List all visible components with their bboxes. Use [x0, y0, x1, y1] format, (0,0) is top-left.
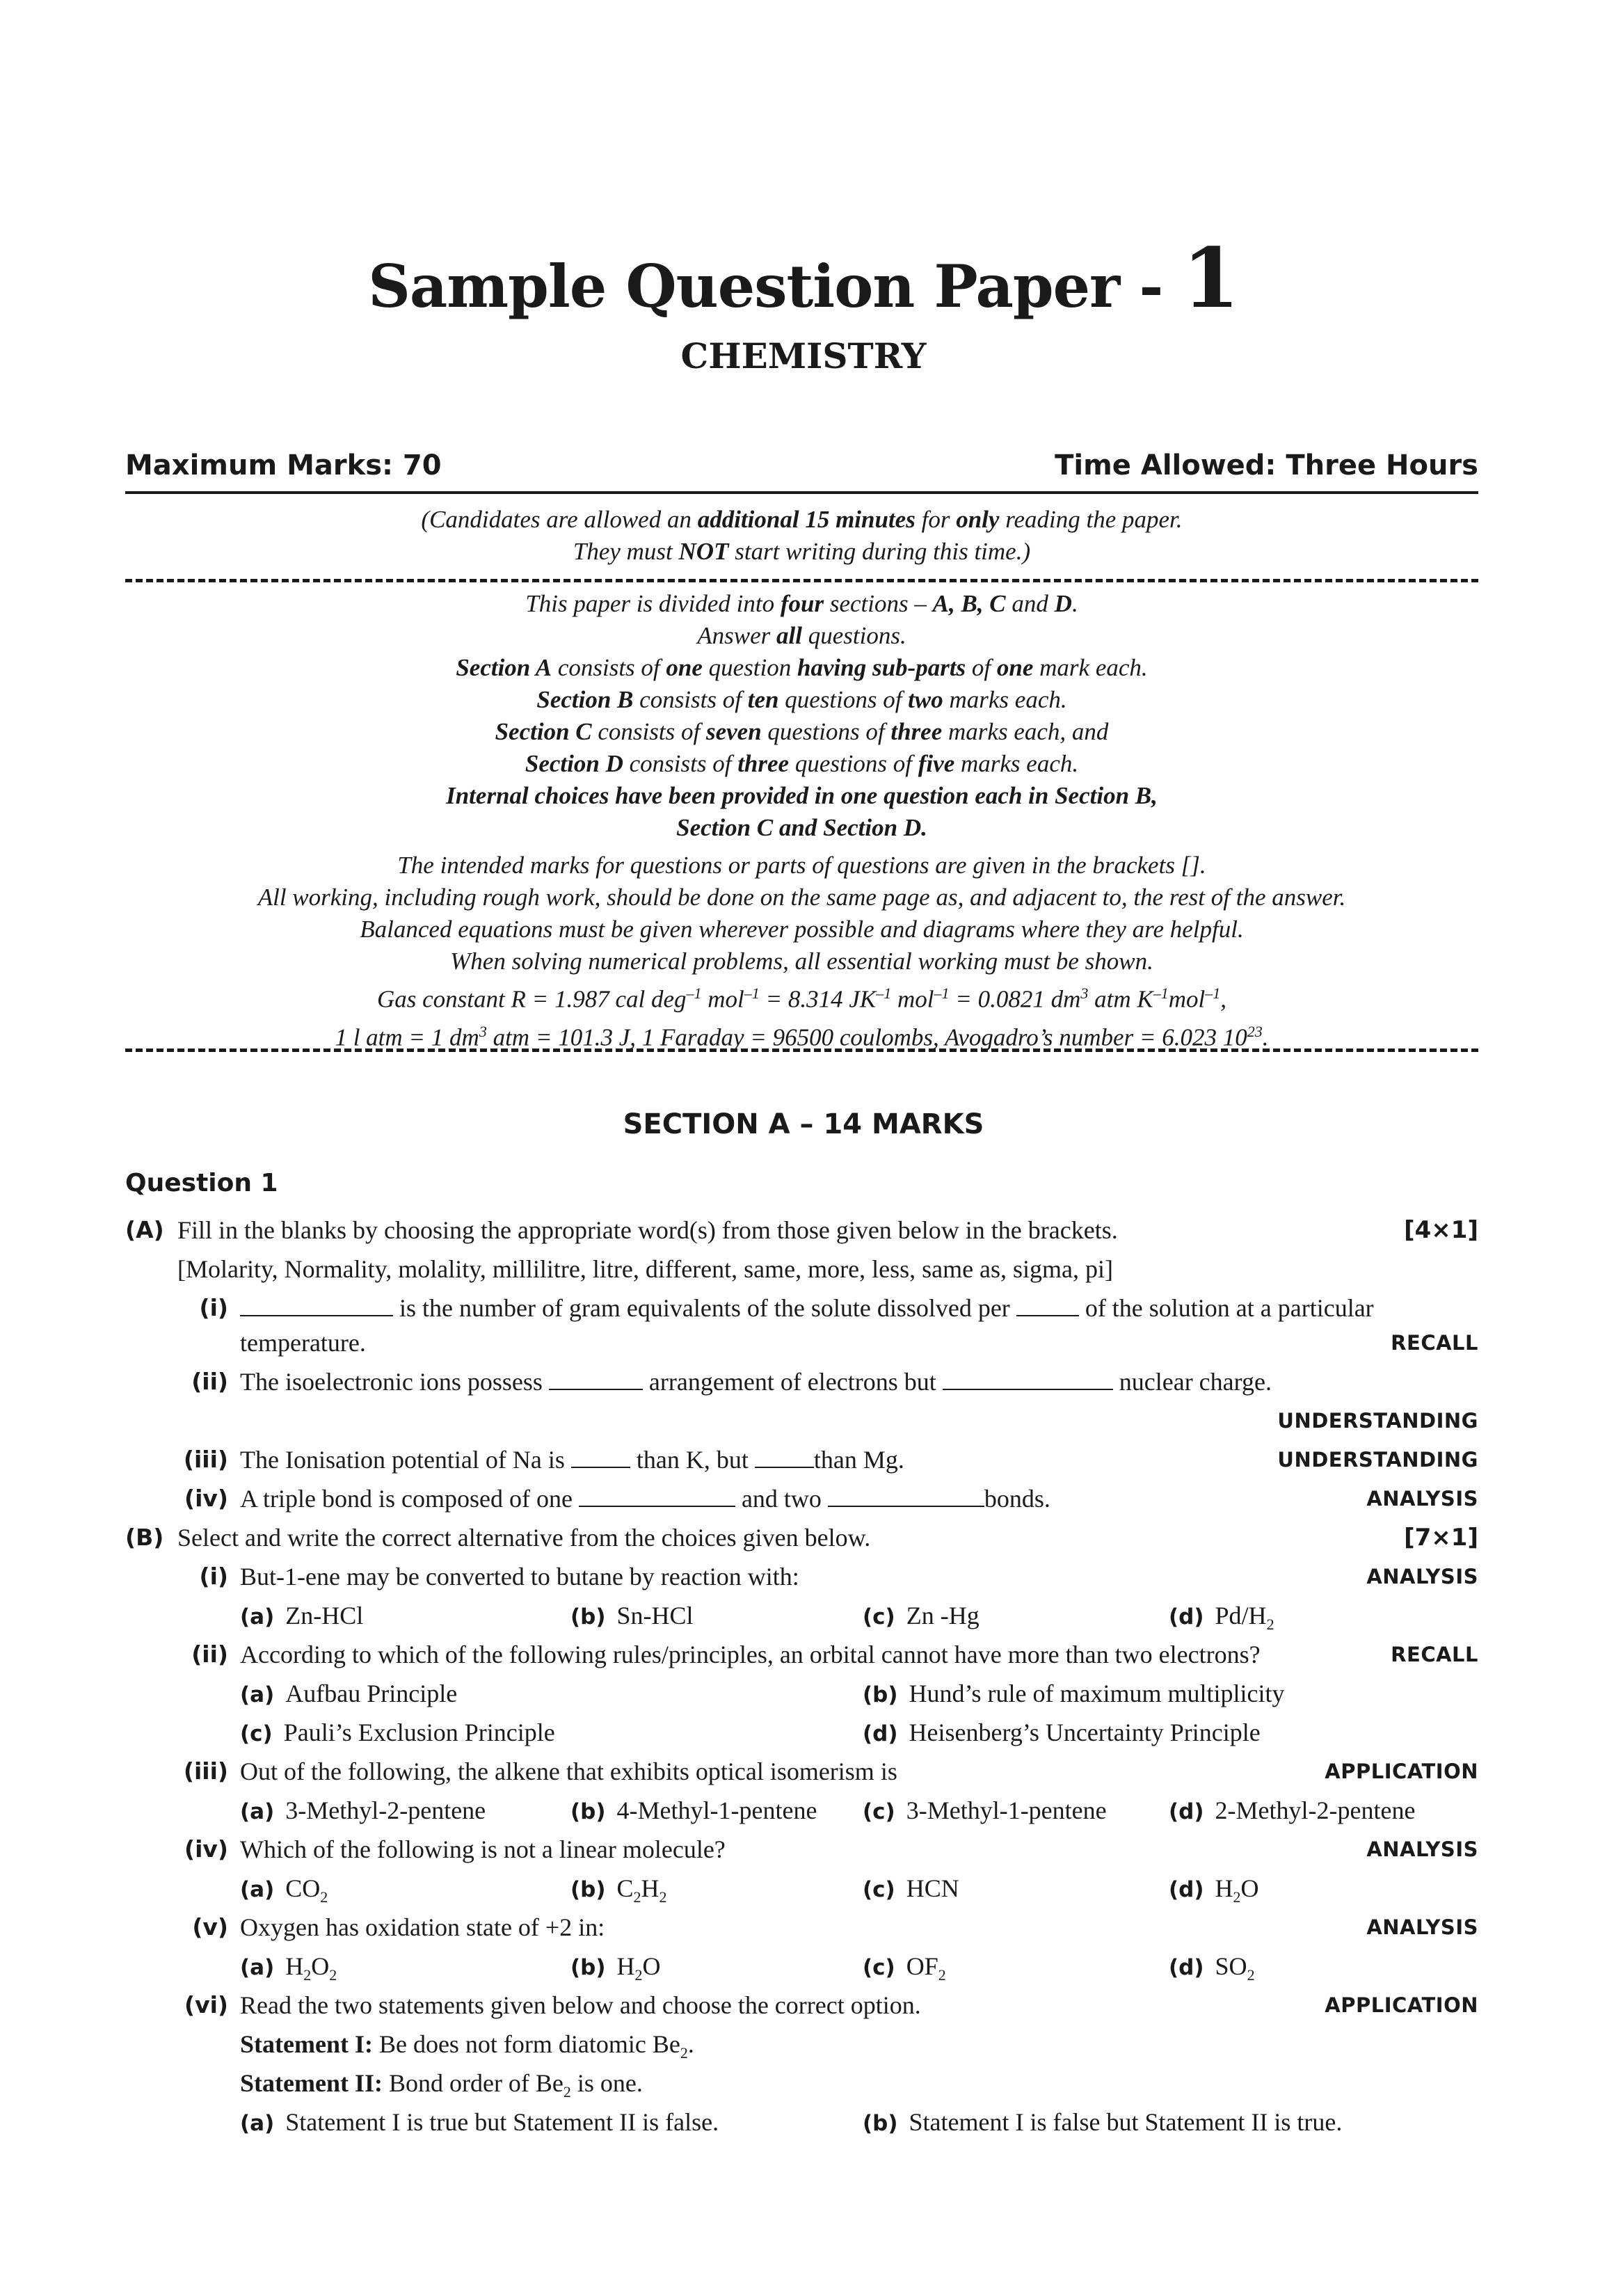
title-number: 1: [1182, 230, 1239, 326]
reading-note: (Candidates are allowed an additional 15 minutes for only reading the paper. They must NOT start writing during this time.): [421, 506, 1183, 565]
constants-line: 1 l atm = 1 $dm^3$ atm = 101.3 J, 1 Faraday = 96500 coulombs, Avogadro’s number = 6.023 $10^{23}$.: [335, 1022, 1269, 1051]
mcq-3-options: [125, 1791, 1478, 1830]
cognitive-tag: UNDERSTANDING: [1277, 1448, 1478, 1472]
cognitive-tag: ANALYSIS: [1366, 1487, 1478, 1510]
general-instructions: This paper is divided into four sections – A, B, C and D. Answer all questions. Section A consists of one question having sub-parts of one mark each. Section B consists of ten questions of two marks each. Section C consists of seven questions of three marks each, and Section D consists of three questions of five marks each. Internal choices have been provided in one question each in Section B, Section C and Section D. The intended marks for questions or parts of questions are given in the brackets []. All working, including rough work, should be done on the same page as, and adjacent to, the rest of the answer. Balanced equations must be given wherever possible and diagrams where they are helpful. When solving numerical problems, all essential working must be shown. Gas constant R = 1.987 cal deg$^{-1}$ mol$^{-1}$ = 8.314 $JK^{-1}$ mol$^{-1}$ = 0.0821 $dm^3$ atm $K^{-1}mol^{-1}$, 1 l atm = 1 $dm^3$ atm = 101.3 J, 1 Faraday = 96500 coulombs, Avogadro’s number = 6.023 $10^{23}$.: [125, 588, 1478, 1053]
title-text: Sample Question Paper -: [368, 252, 1183, 321]
option-c[interactable]: (c) $OF_2$: [863, 1952, 946, 1984]
mcq-4-options: [125, 1869, 1478, 1908]
option-c[interactable]: (c) HCN: [863, 1874, 959, 1902]
part-a-item-2-tag: [125, 1401, 1478, 1440]
option-c[interactable]: (c) Pauli’s Exclusion Principle: [240, 1719, 555, 1746]
answer-blank[interactable]: [549, 1368, 643, 1390]
cognitive-tag: ANALYSIS: [1366, 1915, 1478, 1939]
answer-blank[interactable]: [240, 1294, 393, 1316]
item-number: (i): [199, 1294, 228, 1321]
option-d[interactable]: (d) $SO_2$: [1169, 1952, 1255, 1984]
item-number: (iv): [184, 1485, 228, 1512]
statement-2: Statement II: Bond order of $Be_2$ is one.: [240, 2069, 643, 2101]
part-a-instruction-line: [125, 1211, 1478, 1250]
option-b[interactable]: (b) Hund’s rule of maximum multiplicity: [863, 1680, 1285, 1707]
answer-blank[interactable]: [1016, 1294, 1079, 1316]
dashed-divider-bottom: [125, 1049, 1478, 1052]
part-b-instruction: Select and write the correct alternative from the choices given below.: [177, 1524, 871, 1552]
mcq-2-question: (ii) According to which of the following rules/principles, an orbital cannot have more than two electrons? RECALL: [125, 1635, 1478, 1674]
answer-blank[interactable]: [579, 1485, 735, 1507]
part-a-item-1-cont: temperature. RECALL: [240, 1329, 1478, 1357]
option-a[interactable]: (a) Zn-HCl: [240, 1602, 364, 1629]
item-number: (iii): [183, 1446, 228, 1473]
part-a-marks: [4×1]: [1404, 1216, 1478, 1244]
subject-heading: CHEMISTRY: [680, 335, 927, 376]
option-b[interactable]: (b) $H_2O$: [570, 1952, 661, 1984]
part-a-item-2: (ii) The isoelectronic ions possess arrangement of electrons but nuclear charge.: [125, 1362, 1478, 1401]
answer-blank[interactable]: [943, 1368, 1113, 1390]
cognitive-tag: APPLICATION: [1325, 1760, 1478, 1783]
paper-title: [0, 230, 1607, 326]
gas-constant-line: Gas constant R = 1.987 cal deg$^{-1}$ mol$^{-1}$ = 8.314 $JK^{-1}$ mol$^{-1}$ = 0.0821 $dm^3$ atm $K^{-1}mol^{-1}$,: [376, 984, 1227, 1013]
part-a-instruction: Fill in the blanks by choosing the appropriate word(s) from those given below in the brackets.: [177, 1216, 1118, 1244]
part-b-label: (B): [125, 1524, 164, 1551]
option-a[interactable]: (a) $H_2O_2$: [240, 1952, 337, 1984]
answer-blank[interactable]: [571, 1446, 630, 1468]
option-b[interactable]: (b) $C_2H_2$: [570, 1874, 667, 1906]
option-b[interactable]: (b) 4-Methyl-1-pentene: [570, 1796, 817, 1824]
option-a[interactable]: (a) Aufbau Principle: [240, 1680, 458, 1707]
part-a-item-1: (i) is the number of gram equivalents of the solute dissolved per of the solution at a particular: [125, 1289, 1478, 1328]
part-b-marks: [7×1]: [1404, 1524, 1478, 1552]
word-bank-line: [125, 1250, 1478, 1289]
option-b[interactable]: (b) Statement I is false but Statement II is true.: [863, 2108, 1343, 2136]
time-allowed: Time Allowed: Three Hours: [1055, 449, 1478, 481]
option-d[interactable]: (d) Heisenberg’s Uncertainty Principle: [863, 1719, 1261, 1746]
question-1-body: [125, 1211, 1478, 2142]
mcq-2-options-row2: [125, 1713, 1478, 1752]
mcq-1-options: [125, 1596, 1478, 1635]
option-c[interactable]: (c) Zn -Hg: [863, 1602, 980, 1629]
word-bank: [Molarity, Normality, molality, millilitre, litre, different, same, more, less, same as, sigma, pi]: [177, 1255, 1114, 1283]
mcq-6-options: [125, 2103, 1478, 2142]
item-number: (ii): [191, 1368, 228, 1395]
cognitive-tag: ANALYSIS: [1366, 1565, 1478, 1588]
part-a-item-4: (iv) A triple bond is composed of one and two bonds. ANALYSIS: [125, 1479, 1478, 1518]
option-b[interactable]: (b) Sn-HCl: [570, 1602, 694, 1629]
option-d[interactable]: (d) $Pd/H_2$: [1169, 1602, 1274, 1634]
section-a-heading: SECTION A – 14 MARKS: [623, 1108, 984, 1140]
mcq-1-question: (i) But-1-ene may be converted to butane by reaction with: ANALYSIS: [125, 1557, 1478, 1596]
cognitive-tag: ANALYSIS: [1366, 1837, 1478, 1861]
dashed-divider-top: [125, 579, 1478, 582]
option-a[interactable]: (a) Statement I is true but Statement II is false.: [240, 2108, 719, 2136]
cognitive-tag: RECALL: [1391, 1331, 1478, 1355]
cognitive-tag: UNDERSTANDING: [1277, 1409, 1478, 1433]
mcq-5-question: (v) Oxygen has oxidation state of +2 in: ANALYSIS: [125, 1908, 1478, 1947]
mcq-4-question: (iv) Which of the following is not a linear molecule? ANALYSIS: [125, 1830, 1478, 1869]
option-c[interactable]: (c) 3-Methyl-1-pentene: [863, 1796, 1107, 1824]
mcq-3-question: (iii) Out of the following, the alkene that exhibits optical isomerism is APPLICATION: [125, 1752, 1478, 1791]
option-a[interactable]: (a) 3-Methyl-2-pentene: [240, 1796, 486, 1824]
statement-1: Statement I: Be does not form diatomic $Be_2$.: [240, 2030, 694, 2062]
cognitive-tag: APPLICATION: [1325, 1993, 1478, 2017]
option-d[interactable]: (d) 2-Methyl-2-pentene: [1169, 1796, 1416, 1824]
option-a[interactable]: (a) $CO_2$: [240, 1874, 328, 1906]
part-b-instruction-line: [125, 1518, 1478, 1557]
mcq-6-question: (vi) Read the two statements given below and choose the correct option. APPLICATION: [125, 1986, 1478, 2025]
mcq-5-options: [125, 1947, 1478, 1986]
max-marks: Maximum Marks: 70: [125, 449, 442, 481]
answer-blank[interactable]: [755, 1446, 814, 1468]
answer-blank[interactable]: [828, 1485, 984, 1507]
part-a-item-3: (iii) The Ionisation potential of Na is than K, but than Mg. UNDERSTANDING: [125, 1440, 1478, 1479]
option-d[interactable]: (d) $H_2O$: [1169, 1874, 1259, 1906]
part-a-label: (A): [125, 1216, 164, 1243]
question-1-label: Question 1: [125, 1169, 278, 1197]
marks-time-row: [125, 449, 1478, 481]
header-rule: [125, 491, 1478, 494]
mcq-2-options-row1: [125, 1674, 1478, 1713]
cognitive-tag: RECALL: [1391, 1643, 1478, 1666]
